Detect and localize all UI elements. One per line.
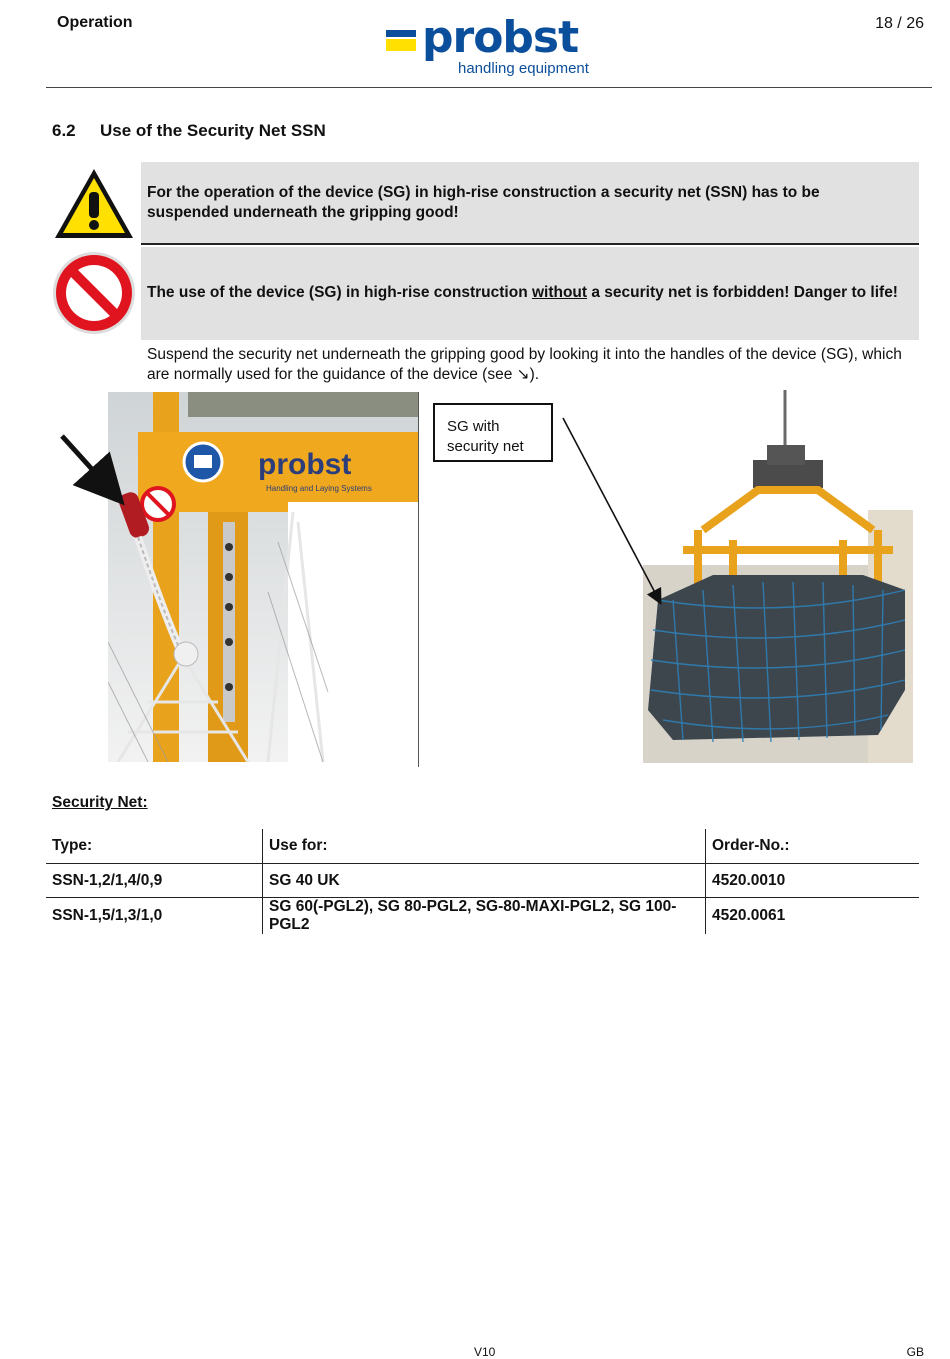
warning-box bbox=[141, 162, 919, 245]
security-net-table bbox=[46, 829, 919, 934]
prohibition-sign-icon bbox=[52, 251, 136, 335]
prohibition-box bbox=[141, 247, 919, 340]
logo-blue-bar bbox=[386, 30, 416, 37]
table-row bbox=[46, 864, 919, 898]
header-divider bbox=[46, 87, 932, 88]
logo-wordmark: probst bbox=[422, 12, 579, 63]
warning-triangle-icon bbox=[52, 166, 136, 242]
cell-order: 4520.0061 bbox=[712, 907, 786, 924]
logo-yellow-bar bbox=[386, 39, 416, 51]
security-net-title: Security Net: bbox=[52, 794, 148, 811]
device-handle-photo bbox=[108, 392, 419, 762]
section-title: Use of the Security Net SSN bbox=[100, 121, 326, 140]
callout-text: SG with security net bbox=[447, 418, 524, 455]
figure-divider bbox=[418, 392, 419, 767]
table-header-row bbox=[46, 829, 919, 864]
page-number: 18 / 26 bbox=[875, 15, 924, 32]
photo-logo-text: probst bbox=[258, 448, 352, 481]
prohibition-underlined: without bbox=[531, 284, 588, 301]
cell-use: SG 60(-PGL2), SG 80-PGL2, SG-80-MAXI-PGL2, SG 100-PGL2 bbox=[263, 898, 706, 935]
instruction-text: Suspend the security net underneath the gripping good by looking it into the handles of the device (SG), which are normally used for the guidance of the device (see ↘). bbox=[147, 346, 902, 383]
footer-version: V10 bbox=[474, 1345, 496, 1359]
section-number: 6.2 bbox=[52, 121, 76, 140]
column-header-order: Order-No.: bbox=[712, 837, 790, 854]
column-header-use: Use for: bbox=[263, 829, 706, 864]
prohibition-text: The use of the device (SG) in high-rise construction without a security net is forbidden! Danger to life! bbox=[147, 284, 898, 301]
probst-logo bbox=[386, 12, 602, 82]
security-net-photo bbox=[643, 390, 913, 763]
cell-use: SG 40 UK bbox=[263, 864, 706, 898]
footer-language: GB bbox=[906, 1345, 924, 1359]
header-section-title: Operation bbox=[57, 14, 133, 31]
column-header-type: Type: bbox=[46, 829, 263, 864]
table-row bbox=[46, 898, 919, 935]
logo-subtitle: handling equipment bbox=[458, 60, 589, 77]
cell-type: SSN-1,2/1,4/0,9 bbox=[46, 864, 263, 898]
cell-order: 4520.0010 bbox=[712, 871, 786, 889]
photo-logo-subtext: Handling and Laying Systems bbox=[266, 484, 372, 493]
callout-box bbox=[433, 403, 553, 462]
warning-text: For the operation of the device (SG) in high-rise construction a security net (SSN) has to be suspended underneath the gripping good! bbox=[147, 184, 820, 221]
cell-type: SSN-1,5/1,3/1,0 bbox=[46, 898, 263, 935]
